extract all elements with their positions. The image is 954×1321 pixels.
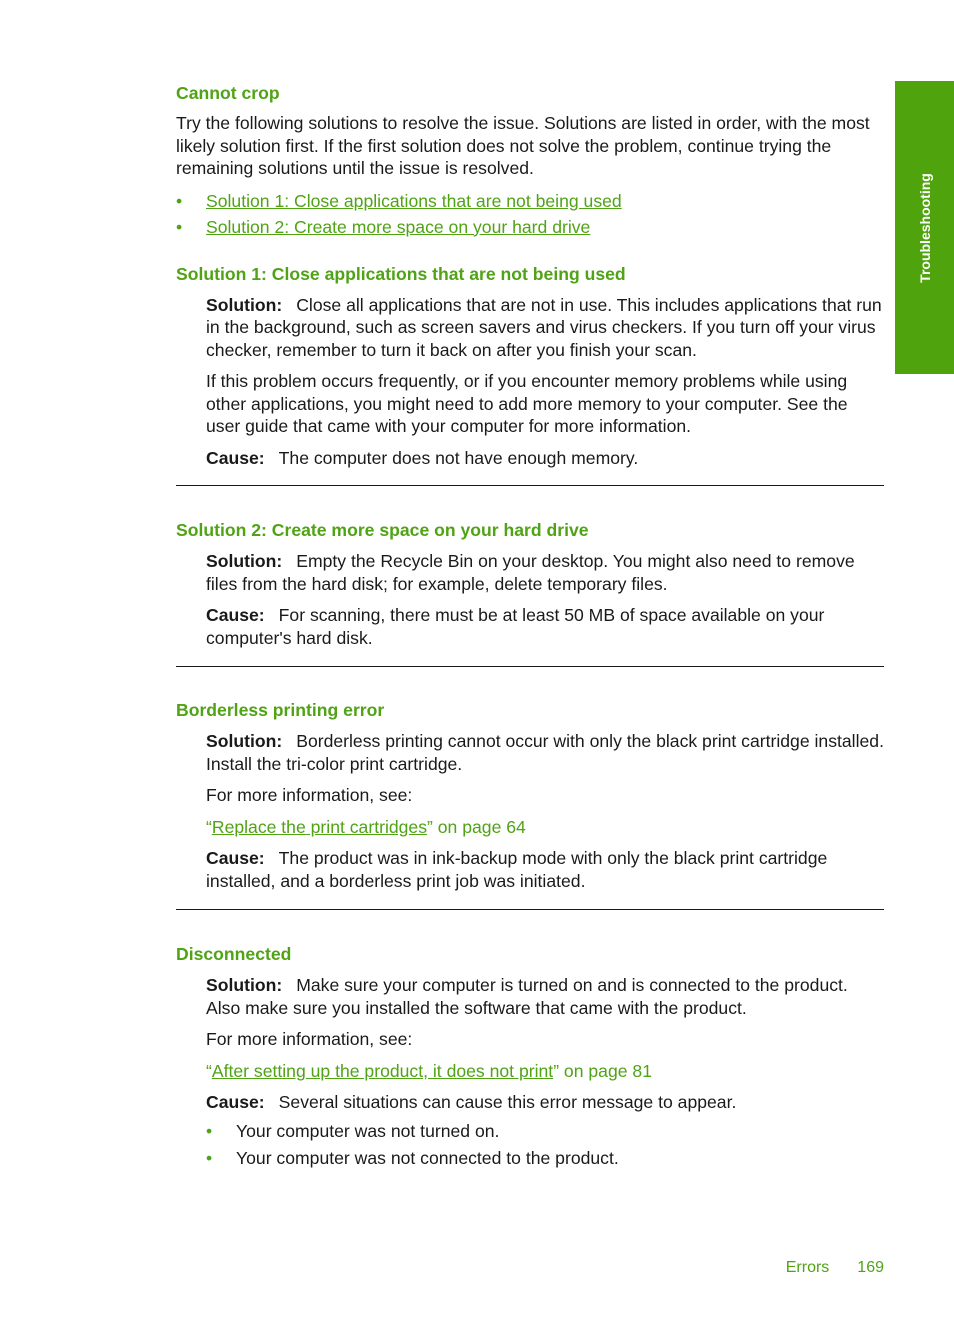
borderless-cause	[206, 847, 884, 892]
list-item	[206, 1145, 884, 1172]
solution-label: Solution:	[206, 731, 283, 751]
borderless-reference	[206, 816, 884, 839]
heading-solution-1: Solution 1: Close applications that are not being used	[176, 263, 626, 284]
link-solution-1[interactable]: Solution 1: Close applications that are not being used	[206, 190, 622, 211]
ref-page: ” on page 64	[427, 816, 526, 837]
borderless-cause-text: The product was in ink-backup mode with only the black print cartridge installed, and a borderless print job was initiated.	[206, 848, 828, 891]
bullet-icon: •	[176, 190, 183, 211]
heading-solution-2: Solution 2: Create more space on your hard drive	[176, 520, 589, 540]
borderless-solution-text: Borderless printing cannot occur with only the black print cartridge installed. Install the tri-color print cartridge.	[206, 731, 884, 774]
side-tab-troubleshooting	[895, 81, 954, 374]
solution-label: Solution:	[206, 551, 283, 571]
list-item-text: Your computer was not turned on.	[236, 1120, 500, 1141]
divider	[176, 909, 884, 910]
solution-2-cause	[206, 604, 884, 649]
cannot-crop-intro: Try the following solutions to resolve the issue. Solutions are listed in order, with the most likely solution first. If the first solution does not solve the problem, continue trying the remaining solutions until the issue is resolved.	[176, 113, 870, 178]
link-after-setting-up-product[interactable]: After setting up the product, it does not print	[211, 1060, 554, 1081]
heading-cannot-crop: Cannot crop	[176, 83, 280, 103]
solution-1-solution-text: Close all applications that are not in use. This includes applications that run in the background, such as screen savers and virus checkers. If you turn off your virus checker, remember to turn it back on after you finish your scan.	[206, 294, 882, 360]
link-replace-print-cartridges[interactable]: Replace the print cartridges	[211, 816, 428, 837]
solution-1-solution	[206, 294, 884, 362]
disconnected-solution-text: Make sure your computer is turned on and is connected to the product. Also make sure you installed the software that came with the product.	[206, 975, 848, 1018]
solution-2-solution	[206, 550, 884, 595]
page-number: 169	[857, 1259, 884, 1276]
disconnected-cause-text: Several situations can cause this error message to appear.	[278, 1092, 737, 1112]
cause-label: Cause:	[206, 447, 265, 468]
borderless-solution	[206, 730, 884, 775]
bullet-icon: •	[176, 216, 183, 237]
cause-label: Cause:	[206, 848, 265, 868]
solution-1-body	[176, 294, 884, 470]
ref-open-quote: “	[206, 816, 212, 837]
solution-1-extra: If this problem occurs frequently, or if you encounter memory problems while using other applications, you might need to add more memory to your computer. See the user guide that came with your computer for more information.	[206, 371, 848, 436]
cause-label: Cause:	[206, 1092, 265, 1112]
disconnected-cause	[206, 1091, 884, 1114]
solution-label: Solution:	[206, 294, 283, 315]
list-item-text: Your computer was not connected to the product.	[236, 1147, 619, 1168]
disconnected-solution	[206, 974, 884, 1019]
heading-borderless-printing-error: Borderless printing error	[176, 700, 385, 720]
disconnected-reference	[206, 1060, 884, 1083]
solution-2-cause-text: For scanning, there must be at least 50 MB of space available on your computer's hard disk.	[206, 605, 825, 648]
borderless-more-info: For more information, see:	[206, 785, 413, 805]
solution-2-body	[176, 550, 884, 649]
page-footer	[786, 1257, 884, 1280]
side-tab-label: Troubleshooting	[916, 172, 933, 283]
heading-disconnected: Disconnected	[176, 944, 292, 964]
cannot-crop-link-list	[176, 188, 884, 240]
list-item	[176, 188, 884, 214]
list-item	[206, 1118, 884, 1145]
divider	[176, 485, 884, 486]
divider	[176, 666, 884, 667]
solution-2-solution-text: Empty the Recycle Bin on your desktop. You might also need to remove files from the hard disk; for example, delete temporary files.	[206, 551, 855, 594]
ref-page: ” on page 81	[553, 1060, 652, 1081]
solution-1-cause	[206, 447, 884, 470]
bullet-icon: •	[206, 1120, 213, 1141]
ref-open-quote: “	[206, 1060, 212, 1081]
list-item	[176, 214, 884, 240]
link-solution-2[interactable]: Solution 2: Create more space on your hard drive	[206, 216, 591, 237]
solution-label: Solution:	[206, 975, 283, 995]
cause-label: Cause:	[206, 605, 265, 625]
solution-1-cause-text: The computer does not have enough memory.	[278, 447, 639, 468]
footer-section: Errors	[785, 1259, 830, 1276]
disconnected-more-info: For more information, see:	[206, 1029, 413, 1049]
borderless-body	[176, 730, 884, 892]
page-content	[176, 82, 884, 1172]
disconnected-body	[176, 974, 884, 1172]
disconnected-cause-list	[206, 1118, 884, 1172]
bullet-icon: •	[206, 1147, 213, 1168]
